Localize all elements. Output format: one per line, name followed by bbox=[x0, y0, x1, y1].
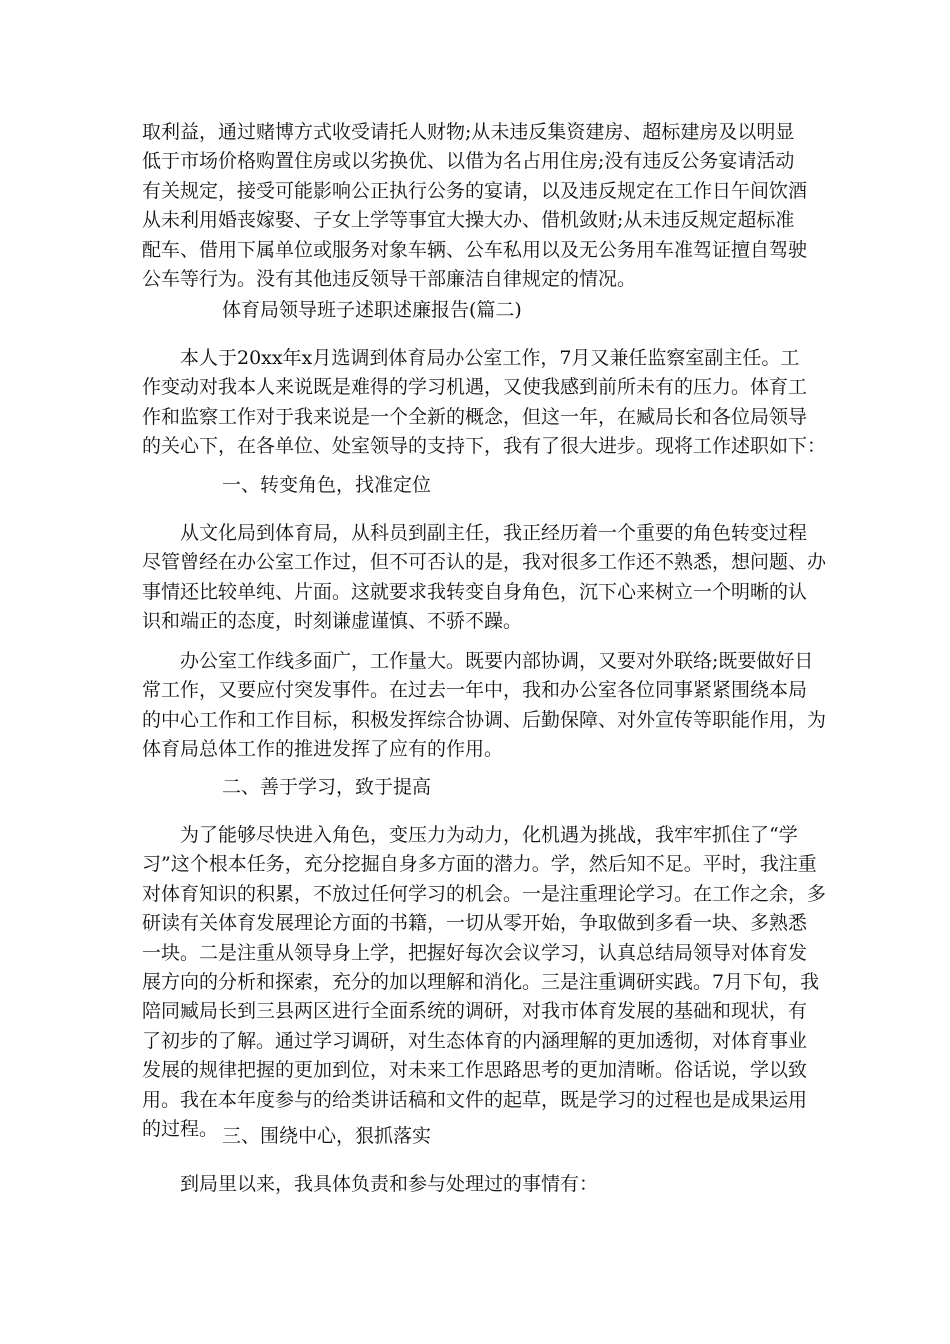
text-line: 从文化局到体育局，从科员到副主任，我正经历着一个重要的角色转变过程 bbox=[180, 522, 808, 544]
text-line: 公车等行为。没有其他违反领导干部廉洁自律规定的情况。 bbox=[142, 267, 637, 290]
paragraph-learning bbox=[142, 821, 827, 1144]
text-line: 了初步的了解。通过学习调研，对生态体育的内涵理解的更加透彻，对体育事业 bbox=[142, 1029, 808, 1052]
text-line: 习”这个根本任务，充分挖掘自身多方面的潜力。学，然后知不足。平时，我注重 bbox=[142, 853, 817, 876]
text-line: 发展的规律把握的更加到位，对未来工作思路思考的更加清晰。俗话说，学以致 bbox=[142, 1059, 808, 1082]
text-line: 作和监察工作对于我来说是一个全新的概念，但这一年，在臧局长和各位局领导 bbox=[142, 405, 808, 428]
text-line: 尽管曾经在办公室工作过，但不可否认的是，我对很多工作还不熟悉，想问题、办 bbox=[142, 551, 827, 574]
section-heading-1: 一、转变角色，找准定位 bbox=[222, 474, 432, 496]
text-line: 到局里以来，我具体负责和参与处理过的事情有： bbox=[180, 1173, 599, 1195]
paragraph-tasks bbox=[142, 1170, 808, 1199]
text-line: 常工作，又要应付突发事件。在过去一年中，我和办公室各位同事紧紧围绕本局 bbox=[142, 679, 808, 702]
paragraph-integrity bbox=[142, 118, 808, 294]
text-line: 事情还比较单纯、片面。这就要求我转变自身角色，沉下心来树立一个明晰的认 bbox=[142, 580, 808, 603]
text-line: 的中心工作和工作目标，积极发挥综合协调、后勤保障、对外宣传等职能作用，为 bbox=[142, 708, 827, 731]
text-line: 对体育知识的积累，不放过任何学习的机会。一是注重理论学习。在工作之余，多 bbox=[142, 882, 827, 905]
text-line: 从未利用婚丧嫁娶、子女上学等事宜大操大办、借机敛财;从未违反规定超标准 bbox=[142, 209, 795, 232]
text-line: 有关规定，接受可能影响公正执行公务的宴请，以及违反规定在工作日午间饮酒 bbox=[142, 179, 808, 202]
text-line: 本人于20xx年x月选调到体育局办公室工作，7月又兼任监察室副主任。工 bbox=[180, 347, 800, 369]
text-line: 研读有关体育发展理论方面的书籍，一切从零开始，争取做到多看一块、多熟悉 bbox=[142, 912, 808, 935]
section-heading-3: 三、围绕中心，狠抓落实 bbox=[222, 1125, 432, 1147]
paragraph-office-work bbox=[142, 647, 827, 765]
section-heading-2: 二、善于学习，致于提高 bbox=[222, 776, 432, 798]
text-line: 低于市场价格购置住房或以劣换优、以借为名占用住房;没有违反公务宴请活动 bbox=[142, 150, 795, 173]
text-line: 取利益，通过赌博方式收受请托人财物;从未违反集资建房、超标建房及以明显 bbox=[142, 121, 795, 143]
text-line: 为了能够尽快进入角色，变压力为动力，化机遇为挑战，我牢牢抓住了“学 bbox=[180, 824, 798, 846]
text-line: 识和端正的态度，时刻谦虚谨慎、不骄不躁。 bbox=[142, 610, 523, 633]
text-line: 的关心下，在各单位、处室领导的支持下，我有了很大进步。现将工作述职如下： bbox=[142, 435, 827, 458]
text-line: 用。我在本年度参与的给类讲话稿和文件的起草，既是学习的过程也是成果运用 bbox=[142, 1088, 808, 1111]
text-line: 体育局总体工作的推进发挥了应有的作用。 bbox=[142, 738, 504, 761]
text-line: 办公室工作线多面广，工作量大。既要内部协调，又要对外联络;既要做好日 bbox=[180, 650, 814, 672]
paragraph-intro bbox=[142, 344, 827, 462]
report-title: 体育局领导班子述职述廉报告(篇二) bbox=[222, 299, 522, 321]
text-line: 作变动对我本人来说既是难得的学习机遇，又使我感到前所未有的压力。体育工 bbox=[142, 376, 808, 399]
text-line: 配车、借用下属单位或服务对象车辆、公车私用以及无公务用车准驾证擅自驾驶 bbox=[142, 238, 808, 261]
text-line: 一块。二是注重从领导身上学，把握好每次会议学习，认真总结局领导对体育发 bbox=[142, 941, 808, 964]
text-line: 陪同臧局长到三县两区进行全面系统的调研，对我市体育发展的基础和现状，有 bbox=[142, 1000, 808, 1023]
paragraph-role-change bbox=[142, 519, 827, 637]
text-line: 的过程。 bbox=[142, 1117, 219, 1140]
text-line: 展方向的分析和探索，充分的加以理解和消化。三是注重调研实践。7月下旬，我 bbox=[142, 970, 820, 993]
